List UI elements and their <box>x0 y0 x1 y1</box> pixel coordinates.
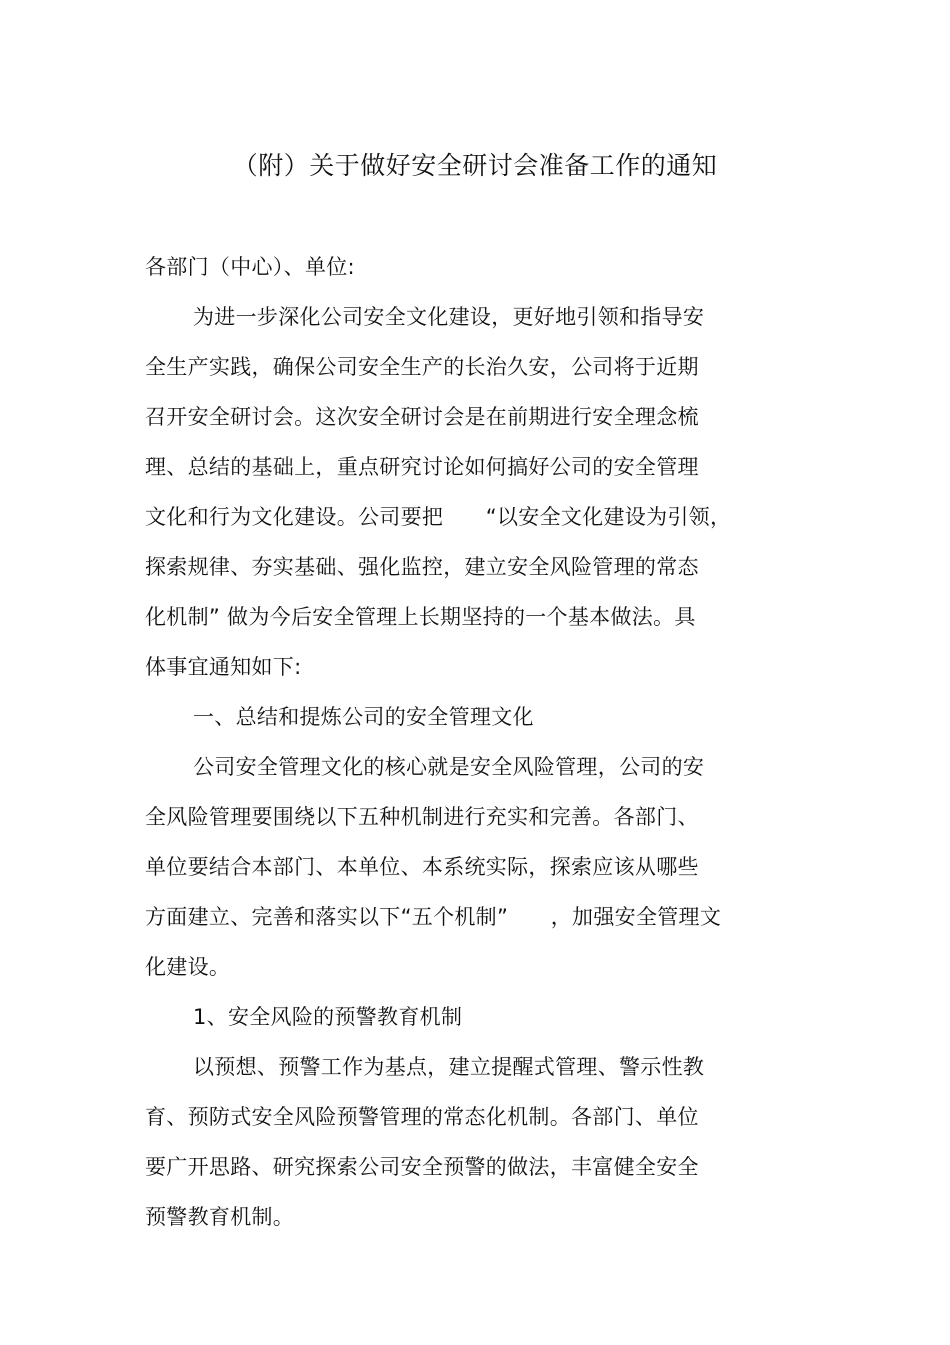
paragraph-line: 要广开思路、研究探索公司安全预警的做法，丰富健全安全 <box>145 1155 699 1179</box>
salutation: 各部门（中心）、单位: <box>145 255 355 279</box>
paragraph-line: 公司安全管理文化的核心就是安全风险管理，公司的安 <box>193 755 705 779</box>
paragraph-line: 全生产实践，确保公司安全生产的长治久安，公司将于近期 <box>145 355 699 379</box>
paragraph-line: 召开安全研讨会。这次安全研讨会是在前期进行安全理念梳 <box>145 405 699 429</box>
document-title: （附）关于做好安全研讨会准备工作的通知 <box>232 151 718 180</box>
paragraph-line: 化建设。 <box>145 955 231 979</box>
section-heading: 一、总结和提炼公司的安全管理文化 <box>193 705 534 729</box>
paragraph-line: 为进一步深化公司安全文化建设，更好地引领和指导安 <box>193 305 705 329</box>
paragraph-line: 预警教育机制。 <box>145 1205 295 1229</box>
paragraph-line: 化机制” 做为今后安全管理上长期坚持的一个基本做法。具 <box>145 605 696 629</box>
paragraph-line: 方面建立、完善和落实以下“五个机制” ，加强安全管理文 <box>145 905 722 929</box>
paragraph-line: 单位要结合本部门、本单位、本系统实际，探索应该从哪些 <box>145 855 699 879</box>
paragraph-line: 体事宜通知如下: <box>145 655 302 679</box>
paragraph-line: 以预想、预警工作为基点，建立提醒式管理、警示性教 <box>193 1055 705 1079</box>
paragraph-line: 探索规律、夯实基础、强化监控，建立安全风险管理的常态 <box>145 555 699 579</box>
paragraph-line: 育、预防式安全风险预警管理的常态化机制。各部门、单位 <box>145 1105 699 1129</box>
paragraph-line: 文化和行为文化建设。公司要把 “以安全文化建设为引领， <box>145 505 732 529</box>
subsection-heading: 1、安全风险的预警教育机制 <box>193 1005 463 1029</box>
paragraph-line: 全风险管理要围绕以下五种机制进行充实和完善。各部门、 <box>145 805 699 829</box>
paragraph-line: 理、总结的基础上，重点研究讨论如何搞好公司的安全管理 <box>145 455 699 479</box>
